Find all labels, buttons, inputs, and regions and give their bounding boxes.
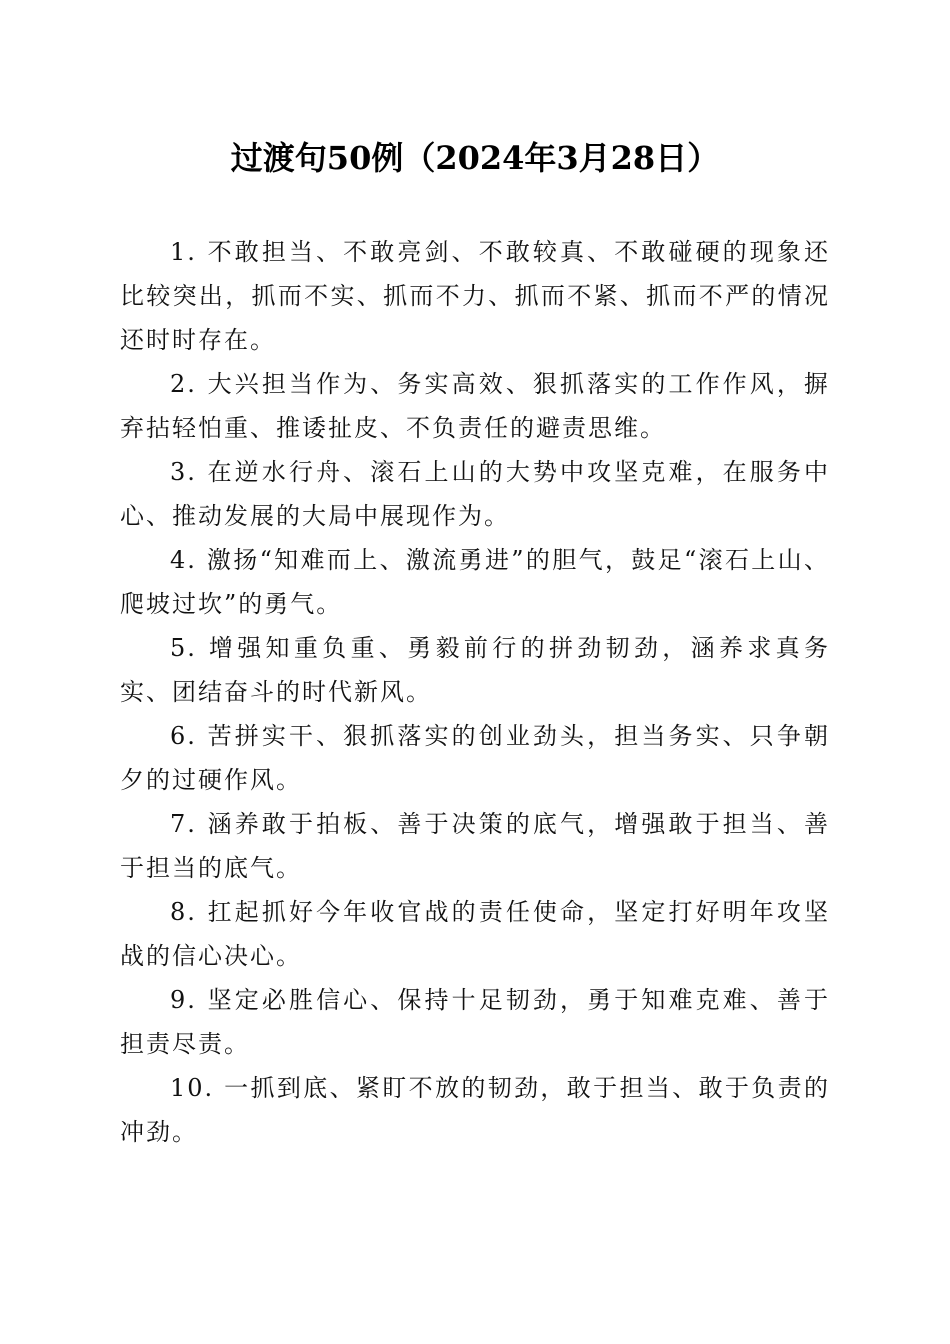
paragraph-9: 9. 坚定必胜信心、保持十足韧劲，勇于知难克难、善于担责尽责。: [120, 986, 830, 1058]
paragraph-8: 8. 扛起抓好今年收官战的责任使命，坚定打好明年攻坚战的信心决心。: [120, 898, 830, 970]
paragraph-5: 5. 增强知重负重、勇毅前行的拼劲韧劲，涵养求真务实、团结奋斗的时代新风。: [120, 634, 830, 706]
document-title: 过渡句50例（2024年3月28日）: [230, 139, 720, 177]
paragraph-4: 4. 激扬“知难而上、激流勇进”的胆气，鼓足“滚石上山、爬坡过坎”的勇气。: [120, 546, 830, 618]
paragraph-6: 6. 苦拼实干、狠抓落实的创业劲头，担当务实、只争朝夕的过硬作风。: [120, 722, 830, 794]
document-body: [120, 230, 830, 1154]
paragraph-3: 3. 在逆水行舟、滚石上山的大势中攻坚克难，在服务中心、推动发展的大局中展现作为。: [120, 458, 830, 530]
paragraph-1: 1. 不敢担当、不敢亮剑、不敢较真、不敢碰硬的现象还比较突出，抓而不实、抓而不力、抓而不紧、抓而不严的情况还时时存在。: [120, 238, 830, 354]
paragraph-10: 10. 一抓到底、紧盯不放的韧劲，敢于担当、敢于负责的冲劲。: [120, 1074, 830, 1146]
paragraph-7: 7. 涵养敢于拍板、善于决策的底气，增强敢于担当、善于担当的底气。: [120, 810, 830, 882]
paragraph-2: 2. 大兴担当作为、务实高效、狠抓落实的工作作风，摒弃拈轻怕重、推诿扯皮、不负责任的避责思维。: [120, 370, 830, 442]
